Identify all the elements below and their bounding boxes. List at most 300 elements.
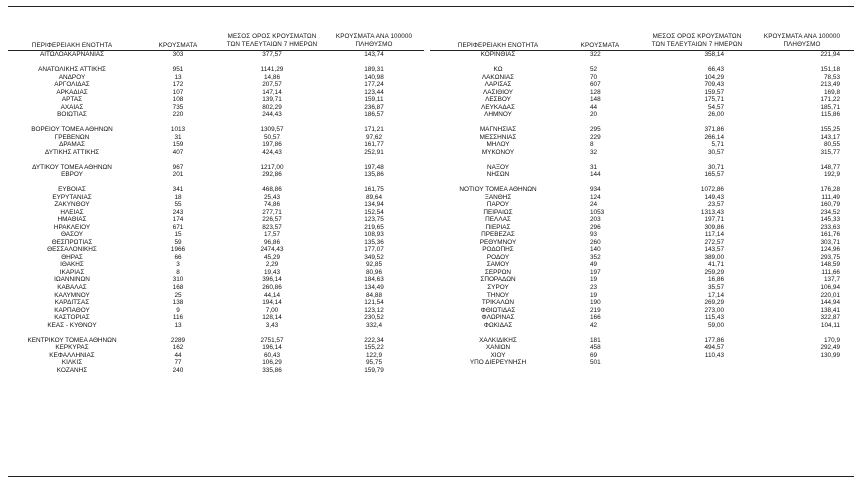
avg7-cell: 273,00 — [704, 306, 724, 314]
per100k-cell: 192,9 — [824, 171, 840, 179]
per100k-cell: 140,98 — [364, 73, 384, 81]
avg7-cell: 50,57 — [264, 133, 280, 141]
table-row — [430, 194, 854, 202]
table-row — [430, 134, 854, 142]
avg7-cell: 197,71 — [704, 216, 724, 224]
table-row — [430, 224, 854, 232]
region-name-cell: ΚΙΛΚΙΣ — [61, 359, 83, 367]
region-name-cell: ΧΑΝΙΩΝ — [485, 344, 511, 352]
avg7-cell: 371,86 — [704, 126, 724, 134]
cases-cell: 25 — [174, 291, 182, 299]
table-row — [8, 314, 428, 322]
header-cases-label: ΚΡΟΥΣΜΑΤΑ — [158, 42, 198, 49]
cases-cell: 23 — [590, 283, 598, 291]
table-row — [430, 359, 854, 367]
table-row — [430, 209, 854, 217]
region-name-cell: ΧΙΟΥ — [490, 351, 506, 359]
region-name-cell: ΠΑΡΟΥ — [486, 201, 510, 209]
table-row — [8, 186, 428, 194]
region-name-cell: ΠΕΙΡΑΙΩΣ — [483, 208, 513, 216]
region-name-cell: ΒΟΡΕΙΟΥ ΤΟΜΕΑ ΑΘΗΝΩΝ — [31, 126, 113, 134]
avg7-cell: 196,14 — [262, 344, 282, 352]
cases-cell: 148 — [590, 96, 601, 104]
table-row — [8, 261, 428, 269]
region-name-cell: ΚΑΡΔΙΤΣΑΣ — [54, 299, 90, 307]
avg7-cell: 104,29 — [704, 73, 724, 81]
avg7-cell: 41,71 — [708, 261, 724, 269]
cases-cell: 260 — [590, 238, 601, 246]
region-name-cell: ΑΙΤΩΛΟΑΚΑΡΝΑΝΙΑΣ — [39, 51, 105, 58]
avg7-cell: 115,43 — [704, 314, 724, 322]
cases-cell: 8 — [176, 268, 180, 276]
cases-cell: 107 — [172, 88, 184, 96]
avg7-cell: 197,86 — [262, 141, 282, 149]
cases-cell: 172 — [172, 81, 184, 89]
per100k-cell: 171,21 — [364, 126, 384, 134]
table-row — [430, 337, 854, 345]
table-row — [430, 299, 854, 307]
avg7-cell: 3,43 — [265, 321, 279, 329]
region-name-cell: ΛΑΡΙΣΑΣ — [484, 81, 512, 89]
per100k-cell: 80,96 — [366, 268, 382, 276]
region-name-cell: ΕΒΡΟΥ — [61, 171, 83, 179]
avg7-cell: 139,71 — [262, 96, 282, 104]
per100k-cell: 122,9 — [366, 351, 382, 359]
avg7-cell: 128,14 — [262, 314, 282, 322]
avg7-cell: 2751,57 — [260, 336, 284, 344]
top-rule — [8, 6, 854, 7]
region-name-cell: ΠΕΛΛΑΣ — [485, 216, 511, 224]
cases-cell: 108 — [172, 96, 184, 104]
per100k-cell: 236,87 — [364, 103, 384, 111]
region-name-cell: ΡΕΘΥΜΝΟΥ — [479, 238, 517, 246]
per100k-cell: 143,74 — [364, 51, 384, 58]
avg7-cell: 17,14 — [708, 291, 724, 299]
per100k-cell: 134,94 — [364, 201, 384, 209]
table-row — [8, 292, 428, 300]
avg7-cell: 335,86 — [262, 366, 282, 374]
table-row — [8, 96, 428, 104]
cases-cell: 13 — [174, 73, 182, 81]
table-row — [430, 119, 854, 127]
region-name-cell: ΧΑΛΚΙΔΙΚΗΣ — [479, 336, 517, 344]
avg7-cell: 35,57 — [708, 283, 724, 291]
table-row — [8, 322, 428, 330]
per100k-cell: 322,87 — [820, 314, 840, 322]
avg7-cell: 17,57 — [264, 231, 280, 239]
avg7-cell: 260,86 — [262, 283, 282, 291]
per100k-cell: 123,12 — [364, 306, 384, 314]
region-name-cell: ΘΗΡΑΣ — [61, 253, 83, 261]
region-name-cell: ΕΥΒΟΙΑΣ — [58, 186, 86, 194]
avg7-cell: 45,29 — [264, 253, 280, 261]
avg7-cell: 110,43 — [704, 351, 724, 359]
avg7-cell: 23,57 — [708, 201, 724, 209]
table-row — [430, 164, 854, 172]
per100k-cell: 315,77 — [820, 148, 840, 156]
per100k-cell: 138,41 — [820, 306, 840, 314]
per100k-cell: 171,22 — [820, 96, 840, 104]
region-name-cell: ΙΘΑΚΗΣ — [60, 261, 84, 269]
avg7-cell: 44,14 — [264, 291, 280, 299]
region-name-cell: ΘΕΣΠΡΩΤΙΑΣ — [51, 238, 93, 246]
per100k-cell: 222,34 — [364, 336, 384, 344]
cases-cell: 934 — [590, 186, 601, 194]
region-name-cell: ΙΚΑΡΙΑΣ — [59, 268, 85, 276]
per100k-cell: 92,85 — [366, 261, 382, 269]
table-row — [8, 111, 428, 119]
avg7-cell: 106,29 — [262, 359, 282, 367]
per100k-cell: 78,53 — [824, 73, 840, 81]
cases-cell: 1053 — [590, 208, 605, 216]
region-name-cell: ΚΑΣΤΟΡΙΑΣ — [54, 314, 90, 322]
region-name-cell: ΚΟΡΙΝΘΙΑΣ — [480, 51, 516, 58]
per100k-cell: 189,31 — [364, 66, 384, 74]
region-name-cell: ΔΥΤΙΚΟΥ ΤΟΜΕΑ ΑΘΗΝΩΝ — [32, 163, 112, 171]
region-name-cell: ΤΗΝΟΥ — [486, 291, 510, 299]
region-name-cell: ΦΛΩΡΙΝΑΣ — [481, 314, 515, 322]
region-name-cell: ΑΧΑΪΑΣ — [60, 103, 84, 111]
cases-cell: 2289 — [170, 336, 186, 344]
cases-cell: 124 — [590, 193, 601, 201]
per100k-cell: 80,55 — [824, 141, 840, 149]
avg7-cell: 292,86 — [262, 171, 282, 179]
table-row — [430, 352, 854, 360]
per100k-cell: 134,49 — [364, 283, 384, 291]
per100k-cell: 234,52 — [820, 208, 840, 216]
left-rows — [8, 51, 428, 374]
per100k-cell: 161,76 — [820, 231, 840, 239]
per100k-cell: 104,11 — [820, 321, 840, 329]
table-row — [430, 141, 854, 149]
table-row — [430, 254, 854, 262]
avg7-cell: 1072,86 — [700, 186, 724, 194]
cases-cell: 352 — [590, 253, 601, 261]
region-name-cell: ΜΥΚΟΝΟΥ — [481, 148, 515, 156]
avg7-cell: 358,14 — [704, 51, 724, 58]
per100k-cell: 213,49 — [820, 81, 840, 89]
cases-cell: 19 — [590, 276, 598, 284]
region-name-cell: ΜΗΛΟΥ — [486, 141, 510, 149]
cases-cell: 181 — [590, 336, 601, 344]
per100k-cell: 155,25 — [820, 126, 840, 134]
cases-cell: 66 — [174, 253, 182, 261]
region-name-cell: ΣΠΟΡΑΔΩΝ — [480, 276, 516, 284]
avg7-cell: 143,57 — [704, 246, 724, 254]
cases-cell: 32 — [590, 148, 598, 156]
cases-cell: 70 — [590, 73, 598, 81]
avg7-cell: 54,57 — [708, 103, 724, 111]
table-row — [430, 216, 854, 224]
avg7-cell: 159,57 — [704, 88, 724, 96]
table-row — [8, 329, 428, 337]
region-name-cell: ΝΗΣΩΝ — [486, 171, 510, 179]
table-row — [8, 269, 428, 277]
header-avg7-line2: ΤΩΝ ΤΕΛΕΥΤΑΙΩΝ 7 ΗΜΕΡΩΝ — [226, 40, 318, 48]
cases-cell: 159 — [172, 141, 184, 149]
per100k-cell: 233,63 — [820, 223, 840, 231]
table-row — [430, 66, 854, 74]
per100k-cell: 349,52 — [364, 253, 384, 261]
region-name-cell: ΚΑΡΠΑΘΟΥ — [54, 306, 90, 314]
region-name-cell: ΜΑΓΝΗΣΙΑΣ — [479, 126, 517, 134]
avg7-cell: 259,29 — [704, 268, 724, 276]
per100k-cell: 108,93 — [364, 231, 384, 239]
per100k-cell: 221,94 — [820, 51, 840, 58]
table-row — [430, 322, 854, 330]
region-name-cell: ΡΟΔΟΥ — [486, 253, 510, 261]
table-row — [8, 81, 428, 89]
avg7-cell: 389,00 — [704, 253, 724, 261]
table-row — [8, 156, 428, 164]
region-name-cell: ΙΩΑΝΝΙΝΩΝ — [54, 276, 90, 284]
table-row — [8, 359, 428, 367]
per100k-cell: 159,79 — [364, 366, 384, 374]
cases-cell: 162 — [172, 344, 184, 352]
avg7-cell: 7,00 — [265, 306, 279, 314]
avg7-cell: 1309,57 — [260, 126, 284, 134]
avg7-cell: 1313,43 — [700, 208, 724, 216]
cases-cell: 240 — [172, 366, 184, 374]
cases-cell: 295 — [590, 126, 601, 134]
per100k-cell: 121,54 — [364, 299, 384, 307]
avg7-cell: 60,43 — [264, 351, 280, 359]
avg7-cell: 19,43 — [264, 268, 280, 276]
per100k-cell: 130,99 — [820, 351, 840, 359]
table-row — [430, 239, 854, 247]
cases-cell: 3 — [176, 261, 180, 269]
region-name-cell: ΦΩΚΙΔΑΣ — [483, 321, 513, 329]
avg7-cell: 396,14 — [262, 276, 282, 284]
avg7-cell: 16,86 — [708, 276, 724, 284]
region-name-cell: ΛΑΚΩΝΙΑΣ — [481, 73, 515, 81]
table-row — [430, 59, 854, 67]
per100k-cell: 161,75 — [364, 186, 384, 194]
region-name-cell: ΤΡΙΚΑΛΩΝ — [481, 299, 515, 307]
table-row — [430, 329, 854, 337]
per100k-cell: 97,62 — [366, 133, 382, 141]
avg7-cell: 59,00 — [708, 321, 724, 329]
region-name-cell: ΥΠΟ ΔΙΕΡΕΥΝΗΣΗ — [469, 359, 527, 367]
avg7-cell: 266,14 — [704, 133, 724, 141]
table-row — [8, 141, 428, 149]
cases-cell: 166 — [590, 314, 601, 322]
table-row — [430, 126, 854, 134]
avg7-cell: 709,43 — [704, 81, 724, 89]
per100k-cell: 84,88 — [366, 291, 382, 299]
avg7-cell: 165,57 — [704, 171, 724, 179]
cases-cell: 18 — [174, 193, 182, 201]
table-row — [430, 74, 854, 82]
per100k-cell: 177,07 — [364, 246, 384, 254]
avg7-cell: 25,43 — [264, 193, 280, 201]
table-row — [430, 307, 854, 315]
cases-cell: 220 — [172, 111, 184, 119]
table-row — [430, 344, 854, 352]
cases-cell: 168 — [172, 283, 184, 291]
cases-cell: 20 — [590, 111, 598, 119]
cases-cell: 967 — [172, 163, 184, 171]
region-name-cell: ΔΥΤΙΚΗΣ ΑΤΤΙΚΗΣ — [44, 148, 100, 156]
region-name-cell: ΛΑΣΙΘΙΟΥ — [482, 88, 514, 96]
table-row — [8, 337, 428, 345]
region-name-cell: ΗΡΑΚΛΕΙΟΥ — [53, 223, 91, 231]
per100k-cell: 148,77 — [820, 163, 840, 171]
header-region-label: ΠΕΡΙΦΕΡΕΙΑΚΗ ΕΝΟΤΗΤΑ — [31, 42, 113, 49]
per100k-cell: 148,59 — [820, 261, 840, 269]
region-name-cell: ΦΘΙΩΤΙΔΑΣ — [480, 306, 516, 314]
region-name-cell: ΠΡΕΒΕΖΑΣ — [481, 231, 515, 239]
region-name-cell: ΠΙΕΡΙΑΣ — [485, 223, 511, 231]
cases-cell: 458 — [590, 344, 601, 352]
cases-cell: 15 — [174, 231, 182, 239]
table-row — [8, 216, 428, 224]
cases-cell: 140 — [590, 246, 601, 254]
avg7-cell: 14,86 — [264, 73, 280, 81]
table-row — [430, 96, 854, 104]
cases-cell: 203 — [590, 216, 601, 224]
cases-cell: 49 — [590, 261, 598, 269]
cases-cell: 59 — [174, 238, 182, 246]
avg7-cell: 309,86 — [704, 223, 724, 231]
header-per100k-line1-right: ΚΡΟΥΣΜΑΤΑ ΑΝΑ 100000 — [763, 33, 841, 40]
avg7-cell: 177,86 — [704, 336, 724, 344]
table-row — [8, 149, 428, 157]
table-row — [430, 269, 854, 277]
cases-cell: 44 — [590, 103, 598, 111]
table-row — [8, 231, 428, 239]
table-row — [430, 149, 854, 157]
region-name-cell: ΚΕΑΣ - ΚΥΘΝΟΥ — [47, 321, 97, 329]
region-name-cell: ΚΕΝΤΡΙΚΟΥ ΤΟΜΕΑ ΑΘΗΝΩΝ — [27, 336, 117, 344]
bottom-rule — [8, 476, 854, 477]
table-row — [430, 231, 854, 239]
cases-cell: 322 — [590, 51, 601, 58]
region-name-cell: ΑΝΑΤΟΛΙΚΗΣ ΑΤΤΙΚΗΣ — [38, 66, 106, 74]
cases-cell: 341 — [172, 186, 184, 194]
table-row — [430, 284, 854, 292]
avg7-cell: 269,29 — [704, 299, 724, 307]
cases-cell: 190 — [590, 299, 601, 307]
region-name-cell: ΣΕΡΡΩΝ — [484, 268, 512, 276]
per100k-cell: 292,49 — [820, 344, 840, 352]
table-row — [430, 104, 854, 112]
per100k-cell: 95,75 — [366, 359, 382, 367]
per100k-cell: 170,9 — [824, 336, 840, 344]
per100k-cell: 115,86 — [820, 111, 840, 119]
table-row — [8, 134, 428, 142]
avg7-cell: 1217,00 — [260, 163, 284, 171]
per100k-cell: 123,44 — [364, 88, 384, 96]
cases-cell: 24 — [590, 201, 598, 209]
avg7-cell: 147,14 — [262, 88, 282, 96]
per100k-cell: 106,94 — [820, 283, 840, 291]
region-name-cell: ΛΕΥΚΑΔΑΣ — [481, 103, 515, 111]
cases-cell: 31 — [590, 163, 598, 171]
region-name-cell: ΛΕΣΒΟΥ — [485, 96, 511, 104]
avg7-cell: 468,86 — [262, 186, 282, 194]
right-rows — [430, 51, 854, 367]
avg7-cell: 802,29 — [262, 103, 282, 111]
table-row — [8, 239, 428, 247]
per100k-cell: 197,48 — [364, 163, 384, 171]
cases-cell: 69 — [590, 351, 598, 359]
per100k-cell: 152,54 — [364, 208, 384, 216]
cases-cell: 607 — [590, 81, 601, 89]
cases-cell: 243 — [172, 208, 184, 216]
table-row — [8, 66, 428, 74]
table-row — [8, 164, 428, 172]
table-row — [430, 186, 854, 194]
table-row — [8, 254, 428, 262]
per100k-cell: 332,4 — [366, 321, 382, 329]
cases-cell: 116 — [172, 314, 184, 322]
table-row — [430, 179, 854, 187]
table-row — [8, 89, 428, 97]
cases-cell: 77 — [174, 359, 182, 367]
region-name-cell: ΝΟΤΙΟΥ ΤΟΜΕΑ ΑΘΗΝΩΝ — [459, 186, 537, 194]
cases-cell: 1013 — [170, 126, 186, 134]
table-row — [430, 156, 854, 164]
cases-cell: 19 — [590, 291, 598, 299]
cases-cell: 44 — [174, 351, 182, 359]
region-name-cell: ΣΑΜΟΥ — [486, 261, 510, 269]
cases-cell: 8 — [590, 141, 594, 149]
table-row — [8, 119, 428, 127]
per100k-cell: 137,7 — [824, 276, 840, 284]
table-row — [8, 367, 428, 375]
header-region-label-right: ΠΕΡΙΦΕΡΕΙΑΚΗ ΕΝΟΤΗΤΑ — [457, 42, 539, 49]
region-name-cell: ΘΑΣΟΥ — [60, 231, 84, 239]
per100k-cell: 169,8 — [824, 88, 840, 96]
cases-cell: 201 — [172, 171, 184, 179]
cases-cell: 9 — [176, 306, 180, 314]
table-row — [8, 352, 428, 360]
per100k-cell: 293,75 — [820, 253, 840, 261]
table-row — [8, 171, 428, 179]
cases-cell: 303 — [172, 51, 184, 58]
region-name-cell: ΣΥΡΟΥ — [487, 283, 509, 291]
cases-cell: 671 — [172, 223, 184, 231]
header-per100k-line1: ΚΡΟΥΣΜΑΤΑ ΑΝΑ 100000 — [335, 33, 413, 40]
per100k-cell: 135,36 — [364, 238, 384, 246]
header-cases-label-right: ΚΡΟΥΣΜΑΤΑ — [580, 42, 620, 49]
per100k-cell: 123,75 — [364, 216, 384, 224]
table-row — [8, 246, 428, 254]
per100k-cell: 177,24 — [364, 81, 384, 89]
avg7-cell: 277,71 — [262, 208, 282, 216]
cases-cell: 229 — [590, 133, 601, 141]
header-per100k-line2: ΠΛΗΘΥΣΜΟ — [355, 40, 393, 48]
region-name-cell: ΚΩ — [493, 66, 503, 74]
per100k-cell: 143,17 — [820, 133, 840, 141]
header-avg7-line2-right: ΤΩΝ ΤΕΛΕΥΤΑΙΩΝ 7 ΗΜΕΡΩΝ — [651, 40, 743, 48]
avg7-cell: 1141,29 — [260, 66, 284, 74]
per100k-cell: 230,52 — [364, 314, 384, 322]
avg7-cell: 272,57 — [704, 238, 724, 246]
avg7-cell: 194,14 — [262, 299, 282, 307]
region-name-cell: ΒΟΙΩΤΙΑΣ — [57, 111, 87, 119]
avg7-cell: 117,14 — [704, 231, 724, 239]
table-row — [8, 209, 428, 217]
cases-cell: 93 — [590, 231, 598, 239]
table-row — [8, 126, 428, 134]
cases-cell: 219 — [590, 306, 601, 314]
cases-cell: 501 — [590, 359, 601, 367]
per100k-cell: 161,77 — [364, 141, 384, 149]
avg7-cell: 377,57 — [262, 51, 282, 58]
table-row — [8, 307, 428, 315]
